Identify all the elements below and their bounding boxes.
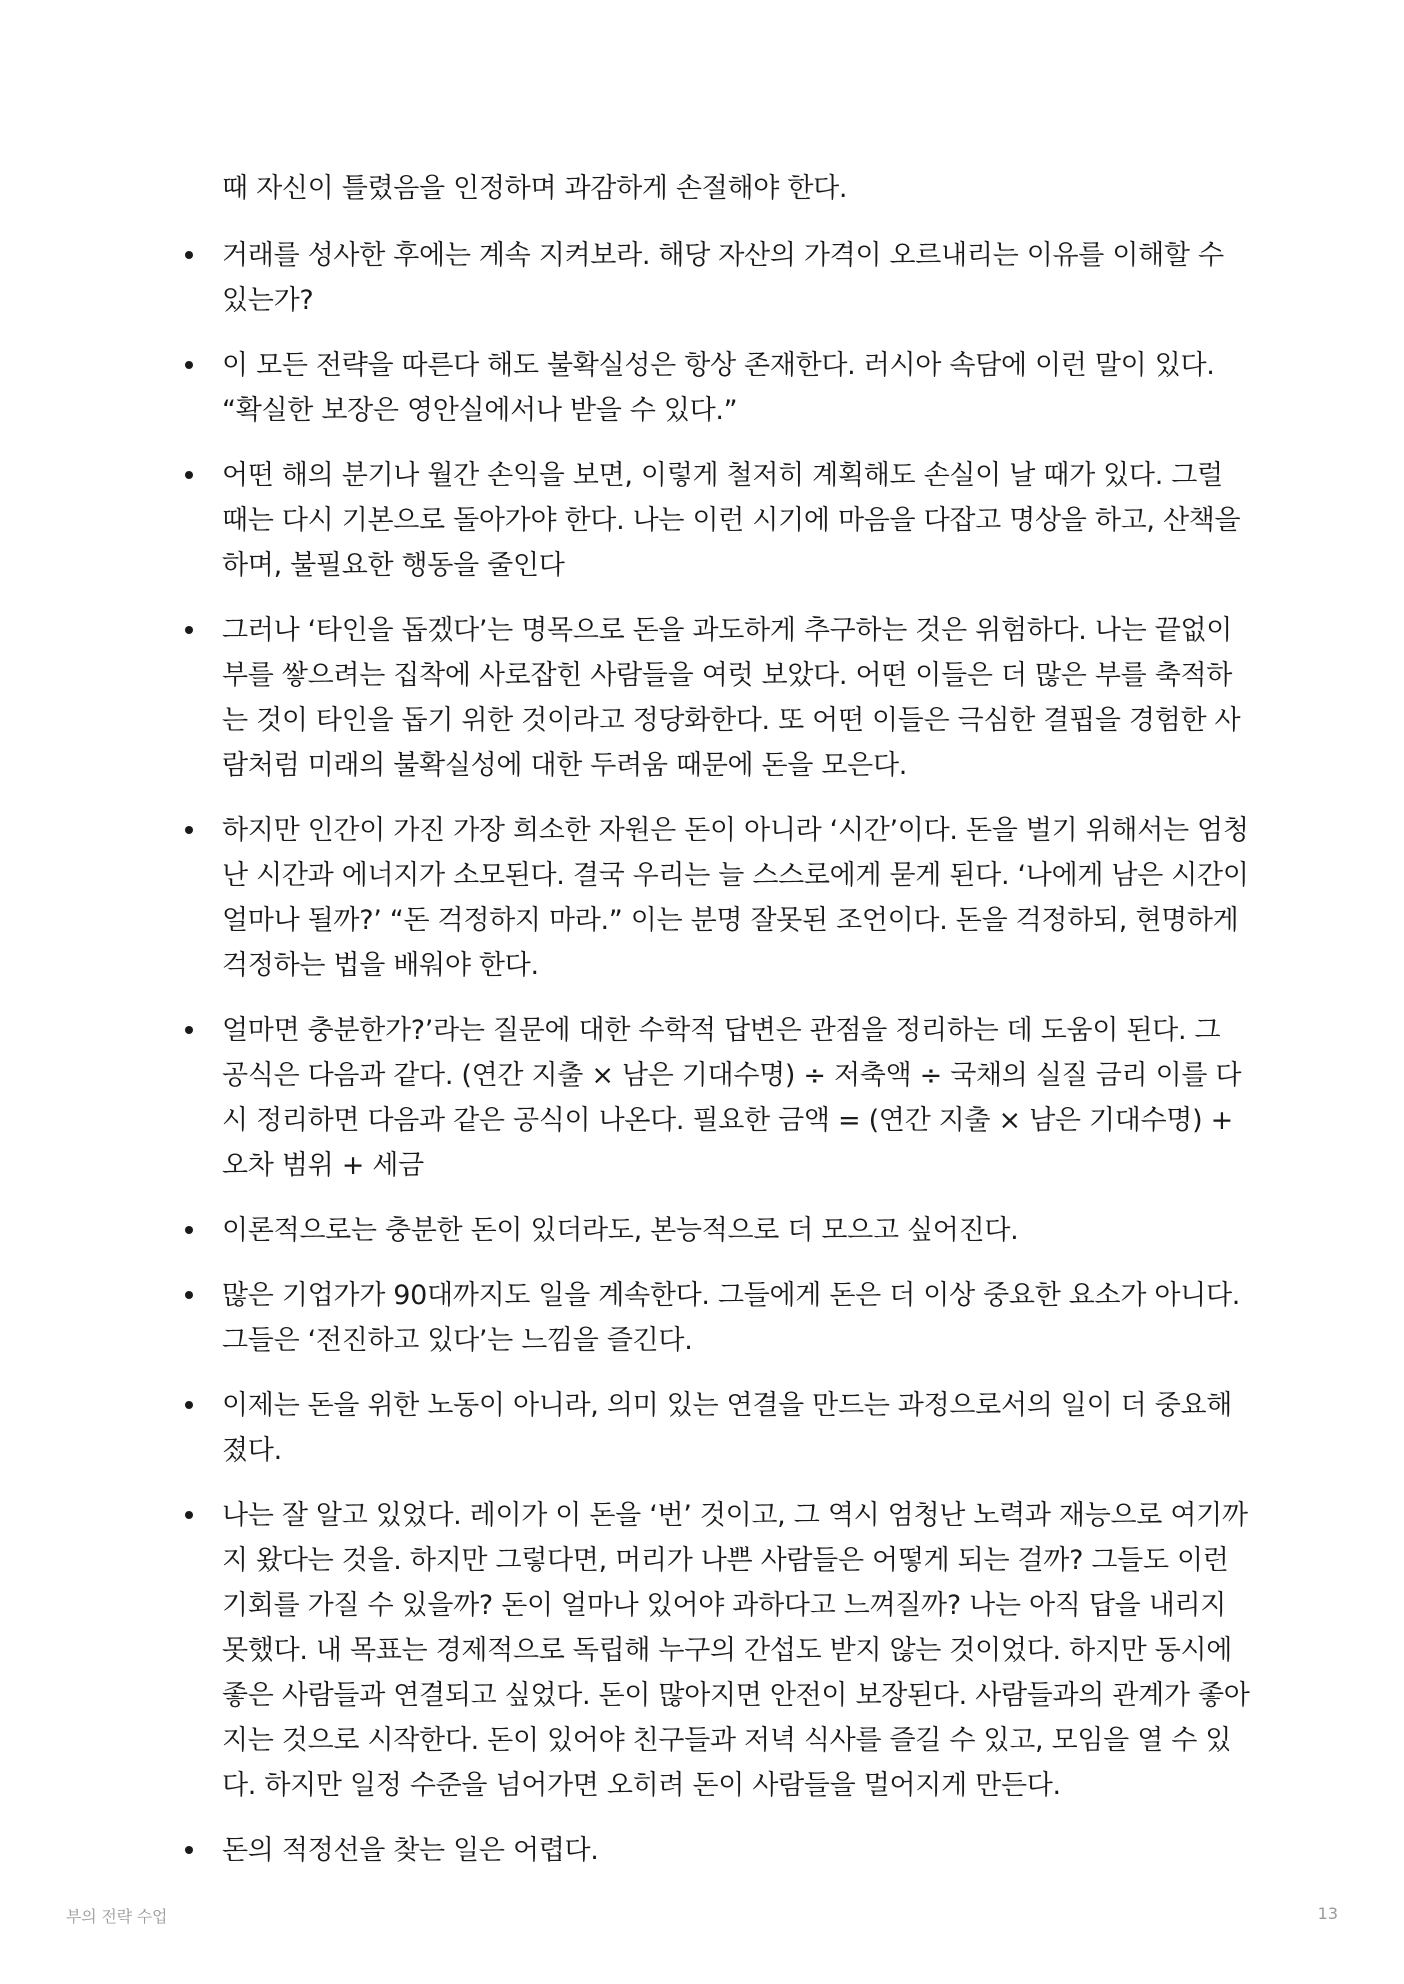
list-item [178,1383,1253,1473]
bullet-icon [185,1226,193,1234]
list-item-text: 이론적으로는 충분한 돈이 있더라도, 본능적으로 더 모으고 싶어진다. [222,1215,1019,1246]
footer-book-title: 부의 전략 수업 [66,1907,168,1926]
list-item [178,1208,1253,1253]
page-number: 13 [1317,1904,1338,1923]
list-item [178,1493,1253,1808]
list-item-text: 이 모든 전략을 따른다 해도 불확실성은 항상 존재한다. 러시아 속담에 이런 말이 있다. “확실한 보장은 영안실에서나 받을 수 있다.” [222,350,1215,426]
list-item-text: 많은 기업가가 90대까지도 일을 계속한다. 그들에게 돈은 더 이상 중요한 요소가 아니다. 그들은 ‘전진하고 있다’는 느낌을 즐긴다. [222,1280,1241,1356]
list-item [178,808,1253,988]
list-item-text: 이제는 돈을 위한 노동이 아니라, 의미 있는 연결을 만드는 과정으로서의 일이 더 중요해졌다. [222,1390,1233,1466]
list-item [178,608,1253,788]
list-item [178,233,1253,323]
list-item [178,343,1253,433]
bullet-list [178,233,1253,1873]
list-item [178,1273,1253,1363]
list-item-text: 나는 잘 알고 있었다. 레이가 이 돈을 ‘번’ 것이고, 그 역시 엄청난 노력과 재능으로 여기까지 왔다는 것을. 하지만 그렇다면, 머리가 나쁜 사람들은 어떻게 되는 걸까? 그들도 이런 기회를 가질 수 있을까? 돈이 얼마나 있어야 과하다고 느껴질까? 나는 아직 답을 내리지 못했다. 내 목표는 경제적으로 독립해 누구의 간섭도 받지 않는 것이었다. 하지만 동시에 좋은 사람들과 연결되고 싶었다. 돈이 많아지면 안전이 보장된다. 사람들과의 관계가 좋아지는 것으로 시작한다. 돈이 있어야 친구들과 저녁 식사를 즐길 수 있고, 모임을 열 수 있다. 하지만 일정 수준을 넘어가면 오히려 돈이 사람들을 멀어지게 만든다. [222,1500,1250,1801]
bullet-icon [185,471,193,479]
list-item-text: 돈의 적정선을 찾는 일은 어렵다. [222,1835,599,1866]
list-item-text: 거래를 성사한 후에는 계속 지켜보라. 해당 자산의 가격이 오르내리는 이유를 이해할 수 있는가? [222,240,1224,316]
continued-paragraph: 때 자신이 틀렸음을 인정하며 과감하게 손절해야 한다. [222,173,848,204]
list-item [178,1008,1253,1188]
list-item-text: 어떤 해의 분기나 월간 손익을 보면, 이렇게 철저히 계획해도 손실이 날 때가 있다. 그럴 때는 다시 기본으로 돌아가야 한다. 나는 이런 시기에 마음을 다잡고 명상을 하고, 산책을 하며, 불필요한 행동을 줄인다 [222,460,1241,581]
bullet-icon [185,361,193,369]
bullet-icon [185,1511,193,1519]
bullet-icon [185,1026,193,1034]
bullet-icon [185,1291,193,1299]
list-item-text: 하지만 인간이 가진 가장 희소한 자원은 돈이 아니라 ‘시간’이다. 돈을 벌기 위해서는 엄청난 시간과 에너지가 소모된다. 결국 우리는 늘 스스로에게 묻게 된다. ‘나에게 남은 시간이 얼마나 될까?’ “돈 걱정하지 마라.” 이는 분명 잘못된 조언이다. 돈을 걱정하되, 현명하게 걱정하는 법을 배워야 한다. [222,815,1249,981]
page-content [178,166,1253,1893]
bullet-icon [185,826,193,834]
list-item [178,453,1253,588]
list-item-text: 얼마면 충분한가?’라는 질문에 대한 수학적 답변은 관점을 정리하는 데 도움이 된다. 그 공식은 다음과 같다. (연간 지출 × 남은 기대수명) ÷ 저축액 ÷ 국채의 실질 금리 이를 다시 정리하면 다음과 같은 공식이 나온다. 필요한 금액 = (연간 지출 × 남은 기대수명) + 오차 범위 + 세금 [222,1015,1242,1181]
bullet-icon [185,1401,193,1409]
bullet-icon [185,251,193,259]
bullet-icon [185,1846,193,1854]
bullet-icon [185,626,193,634]
list-item [178,1828,1253,1873]
list-item-text: 그러나 ‘타인을 돕겠다’는 명목으로 돈을 과도하게 추구하는 것은 위험하다. 나는 끝없이 부를 쌓으려는 집착에 사로잡힌 사람들을 여럿 보았다. 어떤 이들은 더 많은 부를 축적하는 것이 타인을 돕기 위한 것이라고 정당화한다. 또 어떤 이들은 극심한 결핍을 경험한 사람처럼 미래의 불확실성에 대한 두려움 때문에 돈을 모은다. [222,615,1241,781]
